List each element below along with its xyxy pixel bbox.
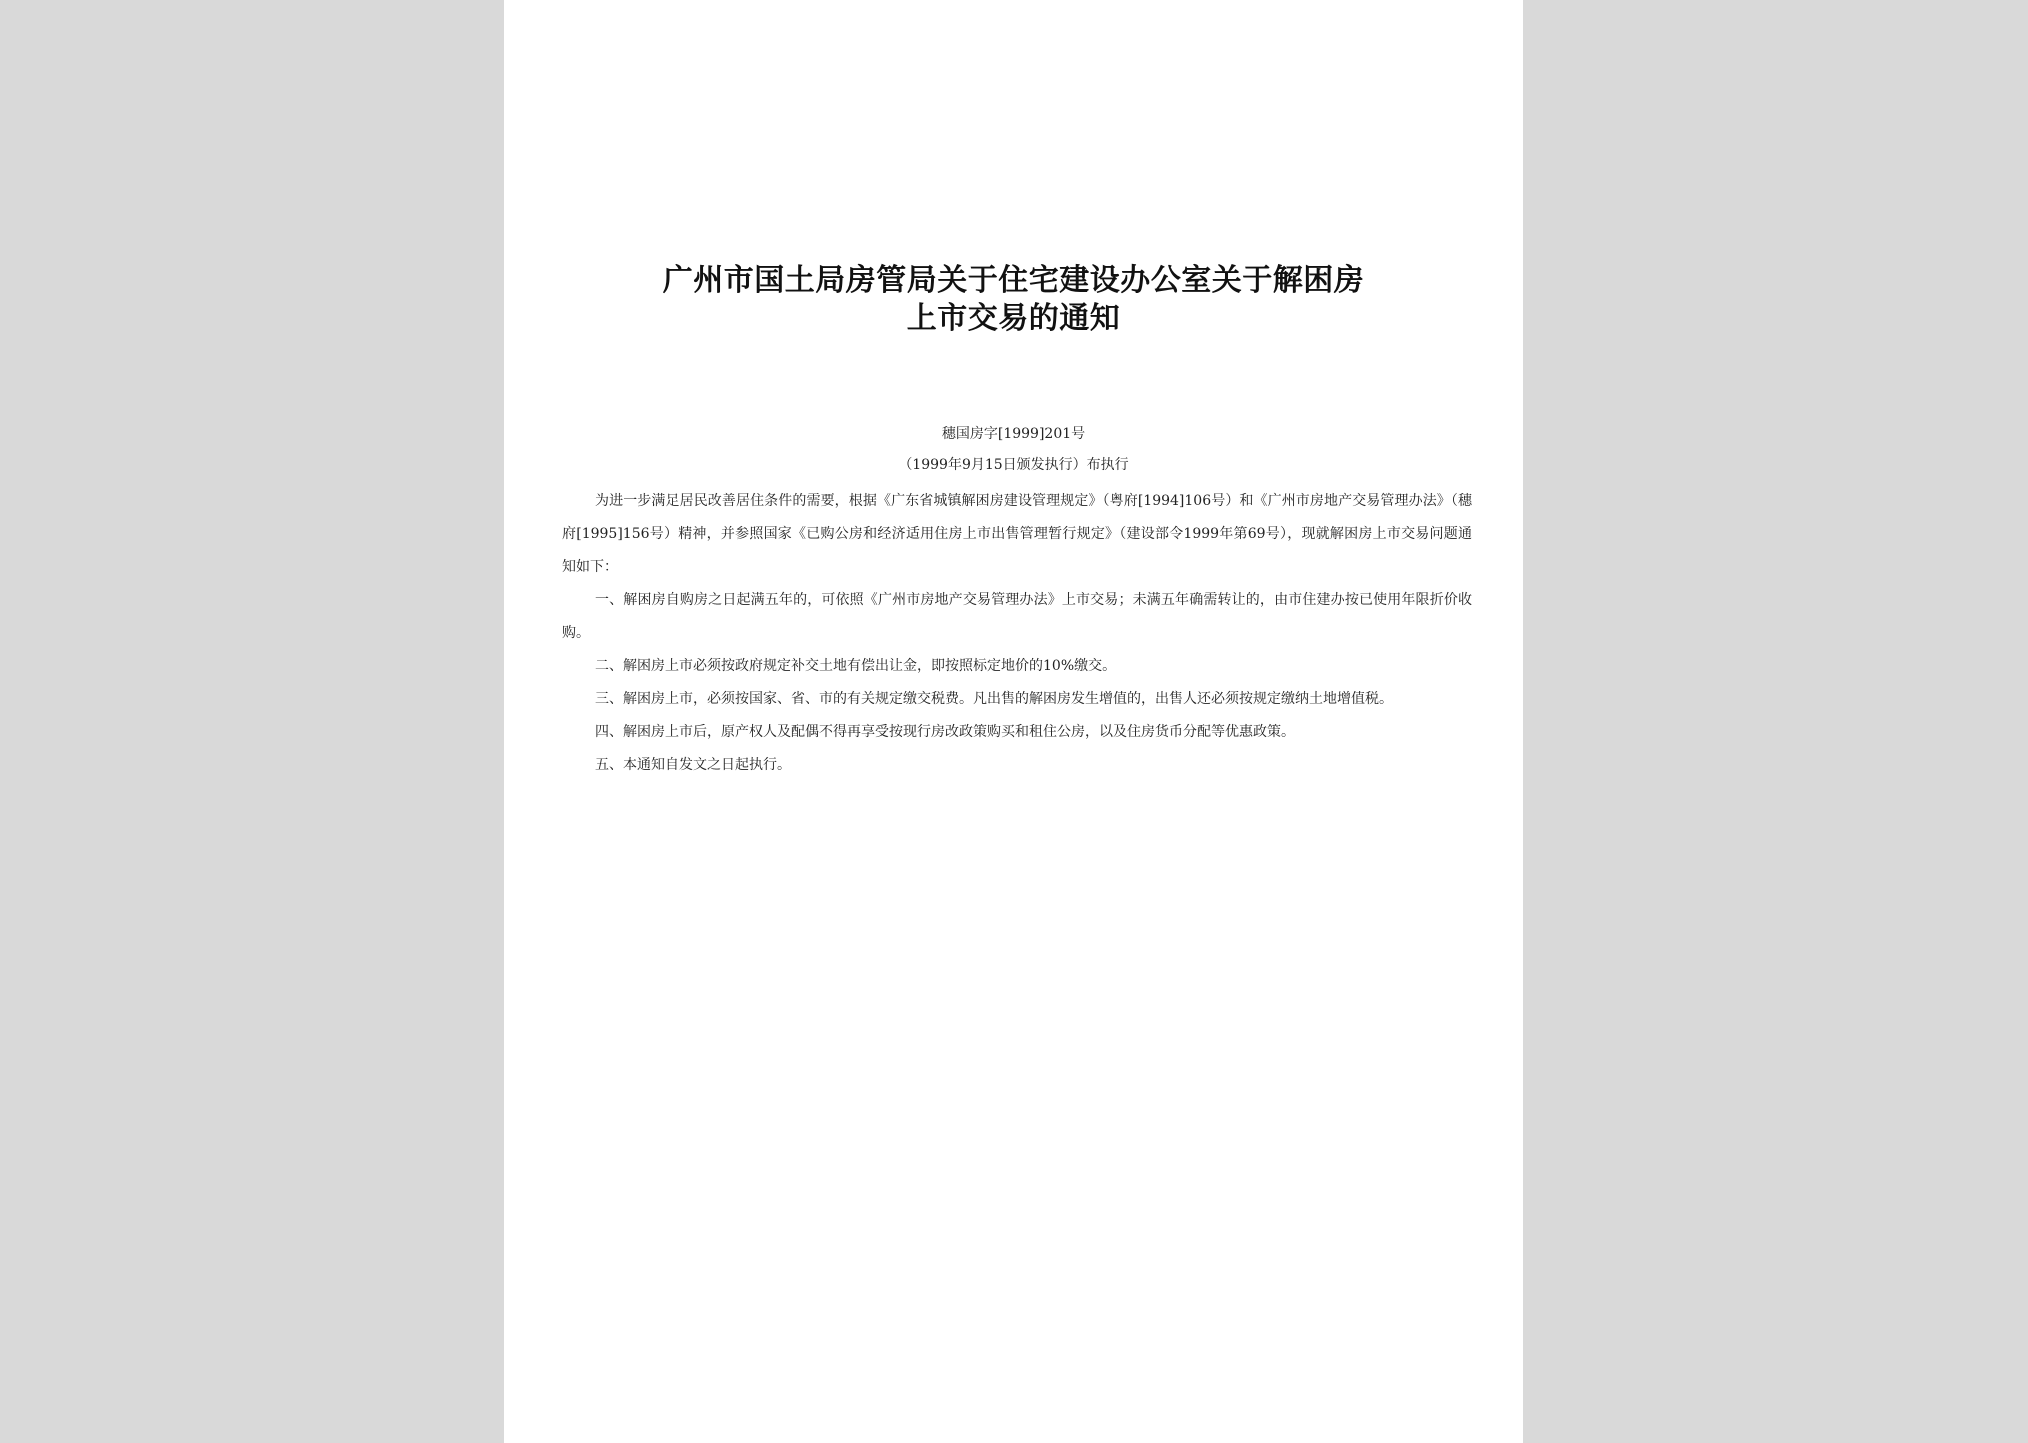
intro-paragraph: 为进一步满足居民改善居住条件的需要，根据《广东省城镇解困房建设管理规定》（粤府[1994]106号）和《广州市房地产交易管理办法》（穗府[1995]156号）精神，并参照国家《已购公房和经济适用住房上市出售管理暂行规定》（建设部令1999年第69号），现就解困房上市交易问题通知如下： — [562, 493, 1472, 575]
document-page — [504, 0, 1523, 1443]
clause-1: 一、解困房自购房之日起满五年的，可依照《广州市房地产交易管理办法》上市交易；未满五年确需转让的，由市住建办按已使用年限折价收购。 — [562, 592, 1472, 641]
clause-2: 二、解困房上市必须按政府规定补交土地有偿出让金，即按照标定地价的10%缴交。 — [595, 658, 1117, 674]
issue-date: （1999年9月15日颁发执行）布执行 — [898, 457, 1129, 473]
clause-4: 四、解困房上市后，原产权人及配偶不得再享受按现行房改政策购买和租住公房，以及住房货币分配等优惠政策。 — [595, 724, 1295, 740]
document-number: 穗国房字[1999]201号 — [941, 426, 1086, 442]
clause-3: 三、解困房上市，必须按国家、省、市的有关规定缴交税费。凡出售的解困房发生增值的，出售人还必须按规定缴纳土地增值税。 — [595, 691, 1393, 707]
title-line-1: 广州市国土局房管局关于住宅建设办公室关于解困房 — [662, 263, 1365, 298]
clause-5: 五、本通知自发文之日起执行。 — [595, 757, 791, 773]
title-line-2: 上市交易的通知 — [906, 301, 1121, 336]
document-body — [562, 485, 1472, 782]
document-title — [504, 262, 1523, 338]
